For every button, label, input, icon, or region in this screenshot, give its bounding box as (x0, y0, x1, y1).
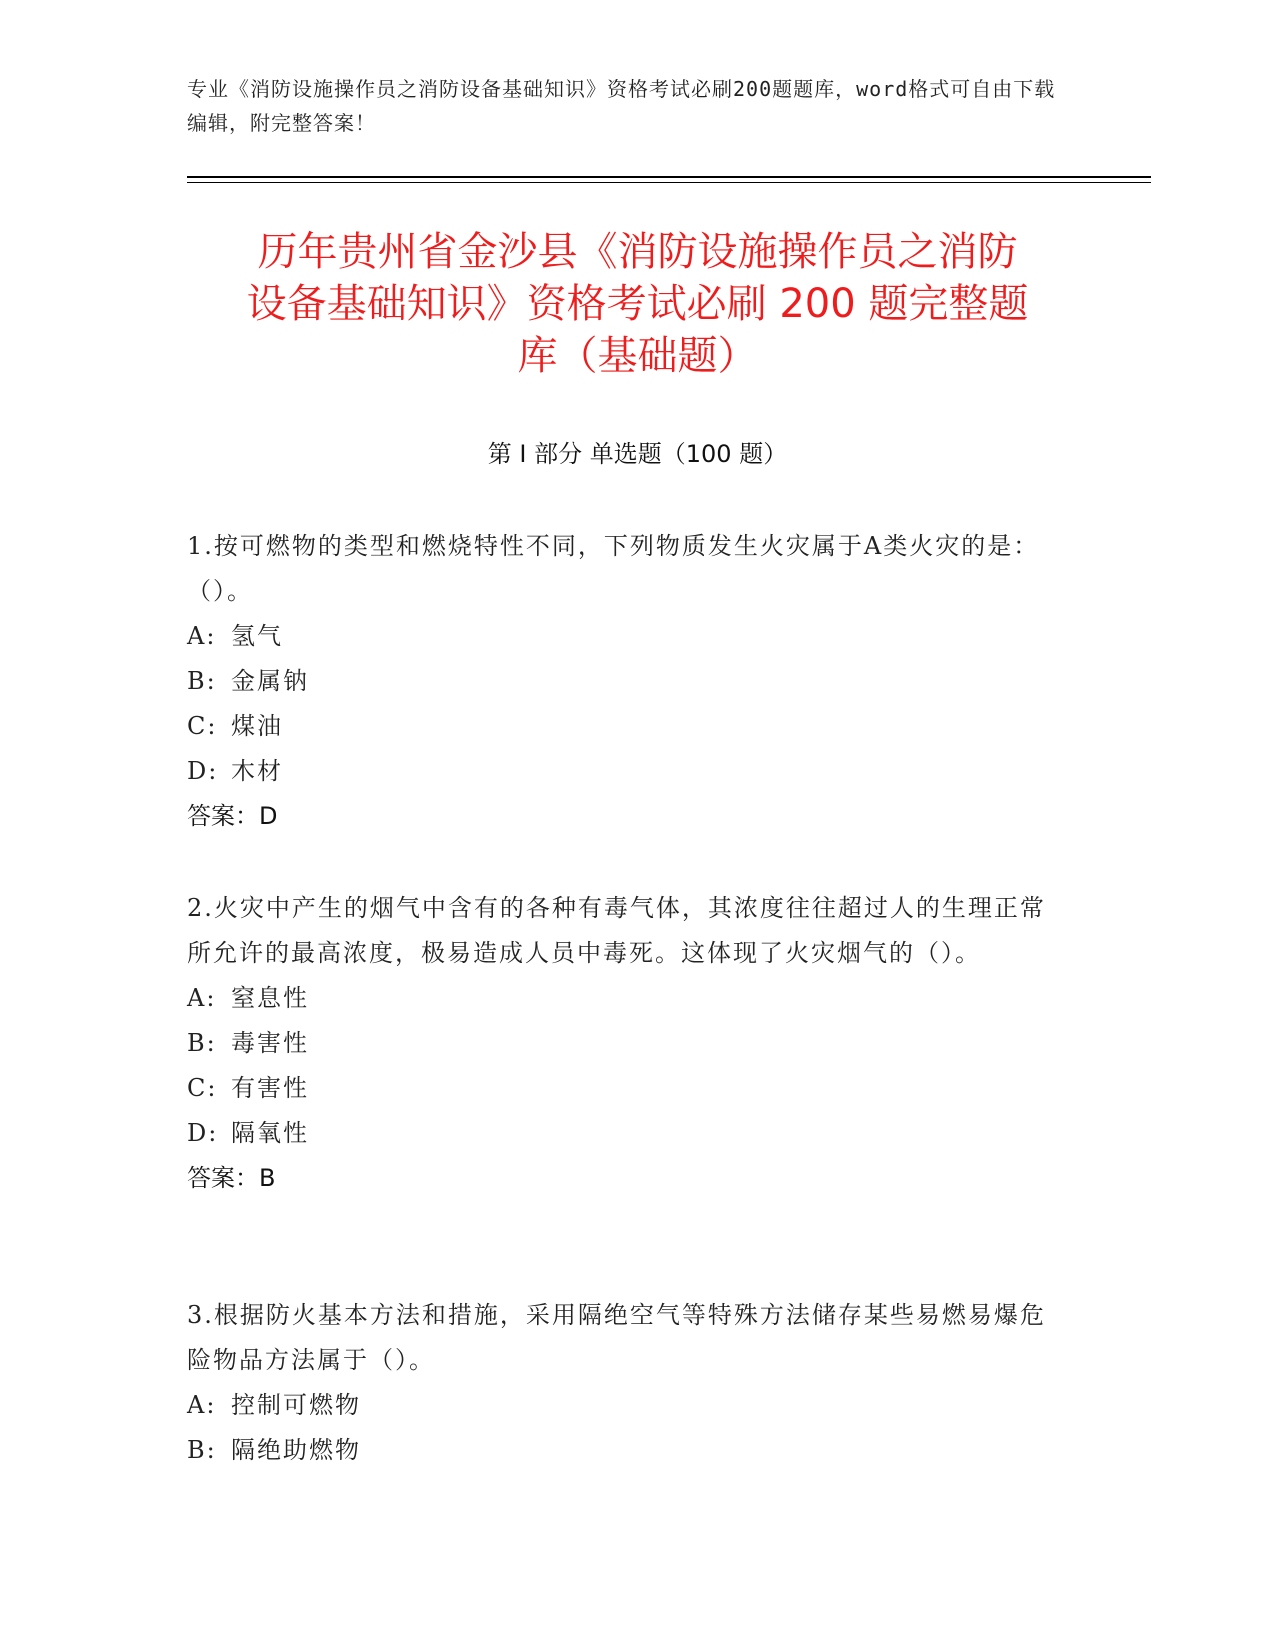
option-d (187, 1111, 1067, 1156)
option-key: C: (187, 712, 218, 740)
option-d (187, 749, 1067, 794)
option-a (187, 1383, 1067, 1428)
header-rule-thin (187, 182, 1151, 183)
question-stem: 2.火灾中产生的烟气中含有的各种有毒气体，其浓度往往超过人的生理正常所允许的最高浓度，极易造成人员中毒死。这体现了火灾烟气的（）。 (187, 894, 1046, 967)
question-stem: 1.按可燃物的类型和燃烧特性不同，下列物质发生火灾属于A类火灾的是：（）。 (187, 532, 1040, 605)
header-rule-thick (187, 176, 1151, 178)
option-b (187, 1428, 1067, 1473)
option-b (187, 1021, 1067, 1066)
option-key: A: (187, 984, 217, 1012)
section-heading: 第 I 部分 单选题（100 题） (487, 440, 788, 468)
option-text: 窒息性 (231, 984, 309, 1012)
option-text: 金属钠 (231, 667, 309, 695)
answer-line: 答案：B (187, 1164, 276, 1192)
option-key: D: (187, 757, 219, 785)
option-key: A: (187, 1391, 217, 1419)
option-b (187, 659, 1067, 704)
option-key: C: (187, 1074, 218, 1102)
option-text: 隔绝助燃物 (231, 1436, 361, 1464)
option-text: 煤油 (231, 712, 283, 740)
option-key: B: (187, 1436, 217, 1464)
option-text: 氢气 (231, 622, 283, 650)
option-a (187, 614, 1067, 659)
option-key: D: (187, 1119, 219, 1147)
option-text: 木材 (231, 757, 283, 785)
question-stem: 3.根据防火基本方法和措施，采用隔绝空气等特殊方法储存某些易燃易爆危险物品方法属于（）。 (187, 1301, 1046, 1374)
question-2 (187, 886, 1067, 1201)
option-key: B: (187, 667, 217, 695)
option-text: 有害性 (231, 1074, 309, 1102)
option-a (187, 976, 1067, 1021)
header-note: 专业《消防设施操作员之消防设备基础知识》资格考试必刷200题题库，word格式可自由下载编辑，附完整答案！ (187, 77, 1056, 135)
option-text: 控制可燃物 (231, 1391, 361, 1419)
title-line: 设备基础知识》资格考试必刷 200 题完整题 (246, 281, 1029, 327)
option-key: A: (187, 622, 217, 650)
option-text: 隔氧性 (231, 1119, 309, 1147)
option-key: B: (187, 1029, 217, 1057)
option-c (187, 1066, 1067, 1111)
question-3 (187, 1293, 1067, 1473)
question-1 (187, 524, 1067, 839)
document-title (140, 226, 1135, 382)
option-c (187, 704, 1067, 749)
answer-line: 答案：D (187, 802, 278, 830)
title-line: 历年贵州省金沙县《消防设施操作员之消防 (257, 229, 1018, 275)
option-text: 毒害性 (231, 1029, 309, 1057)
title-line: 库（基础题） (517, 333, 758, 379)
